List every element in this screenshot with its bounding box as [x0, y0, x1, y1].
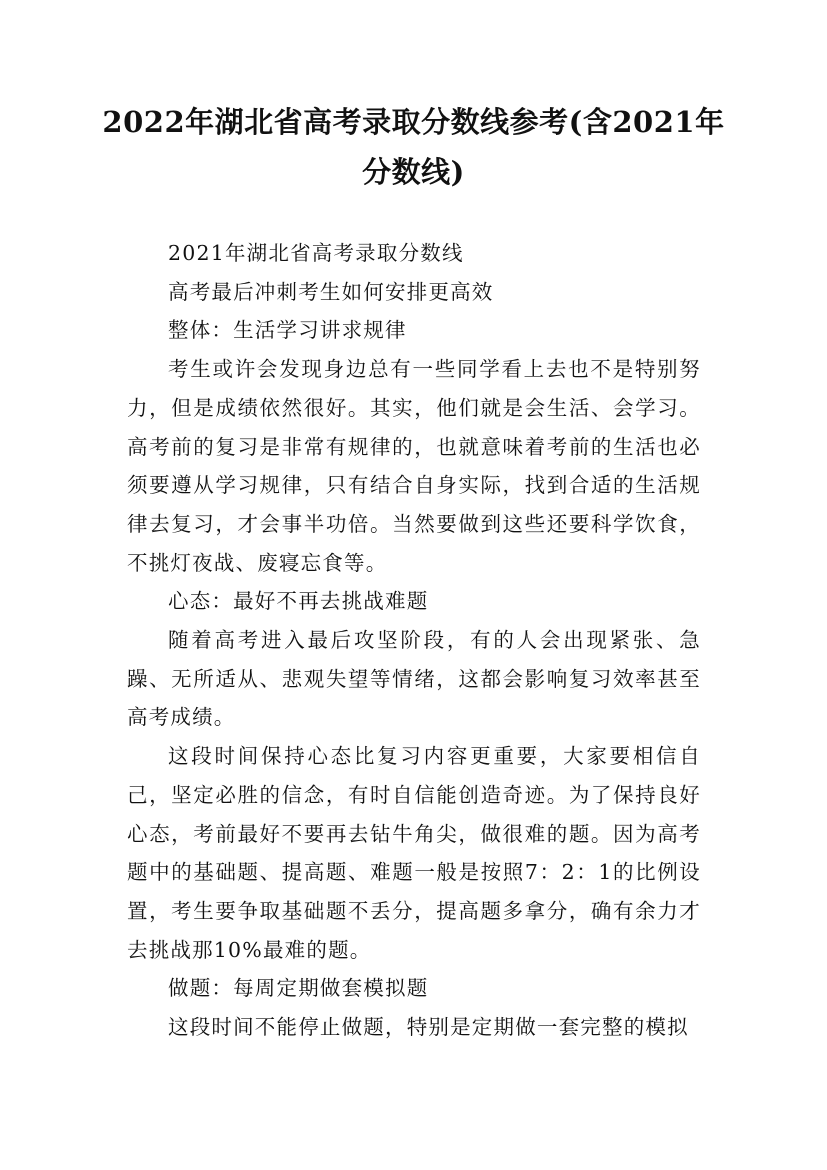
document-body	[127, 234, 701, 1047]
document-title: 2022年湖北省高考录取分数线参考(含2021年分数线)	[102, 105, 725, 189]
section-heading: 心态：最好不再去挑战难题	[168, 589, 429, 614]
body-paragraph: 考生或许会发现身边总有一些同学看上去也不是特别努力，但是成绩依然很好。其实，他们就是会生活、会学习。高考前的复习是非常有规律的，也就意味着考前的生活也必须要遵从学习规律，只有结合自身实际，找到合适的生活规律去复习，才会事半功倍。当然要做到这些还要科学饮食，不挑灯夜战、废寝忘食等。	[127, 357, 701, 575]
section-heading: 高考最后冲刺考生如何安排更高效	[168, 279, 494, 304]
section-heading: 做题：每周定期做套模拟题	[168, 976, 429, 1001]
body-paragraph: 随着高考进入最后攻坚阶段，有的人会出现紧张、急躁、无所适从、悲观失望等情绪，这都会影响复习效率甚至高考成绩。	[127, 628, 701, 730]
section-heading: 整体：生活学习讲求规律	[168, 318, 407, 343]
body-paragraph: 这段时间保持心态比复习内容更重要，大家要相信自己，坚定必胜的信念，有时自信能创造奇迹。为了保持良好心态，考前最好不要再去钻牛角尖，做很难的题。因为高考题中的基础题、提高题、难题一般是按照7：2：1的比例设置，考生要争取基础题不丢分，提高题多拿分，确有余力才去挑战那10%最难的题。	[127, 744, 701, 962]
body-paragraph: 这段时间不能停止做题，特别是定期做一套完整的模拟	[168, 1015, 689, 1040]
section-heading: 2021年湖北省高考录取分数线	[168, 241, 464, 265]
